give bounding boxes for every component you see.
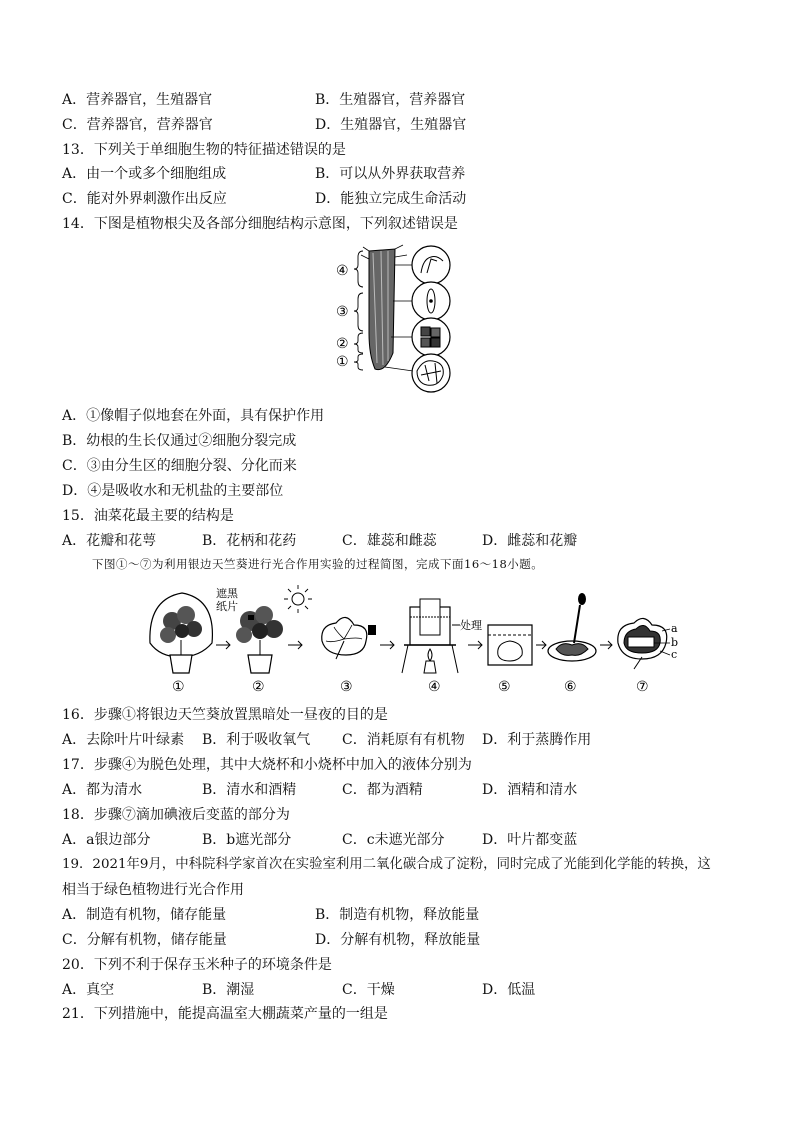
q17-options-row [62, 779, 622, 801]
q20-option-c[interactable]: C．干燥 [342, 982, 395, 998]
q18-stem: 18．步骤⑦滴加碘液后变蓝的部分为 [62, 807, 290, 823]
q16-option-c[interactable]: C．消耗原有有机物 [342, 732, 465, 748]
q15-stem: 15．油菜花最主要的结构是 [62, 508, 234, 524]
step-5-label: ⑤ [498, 679, 511, 695]
q16-option-d[interactable]: D．利于蒸腾作用 [482, 732, 592, 748]
step-6-label: ⑥ [564, 679, 577, 695]
q17-option-d[interactable]: D．酒精和清水 [482, 782, 578, 798]
q20-option-b[interactable]: B．潮湿 [202, 982, 255, 998]
part-c-label: c [671, 648, 678, 661]
label-zhe: 遮黑 [216, 587, 238, 600]
q18-option-c[interactable]: C．c未遮光部分 [342, 832, 445, 848]
q12-option-a[interactable]: A．营养器官，生殖器官 [62, 92, 213, 108]
q15-options-row [62, 530, 622, 552]
q17-option-b[interactable]: B．清水和酒精 [202, 782, 297, 798]
q20-option-d[interactable]: D．低温 [482, 982, 536, 998]
step-4-label: ④ [428, 679, 441, 695]
q15-option-d[interactable]: D．雌蕊和花瓣 [482, 533, 578, 549]
q13-option-c[interactable]: C．能对外界刺激作出反应 [62, 191, 227, 207]
q18-options-row [62, 829, 622, 851]
root-label-2: ② [336, 336, 349, 352]
q16-option-a[interactable]: A．去除叶片叶绿素 [62, 732, 185, 748]
q19-option-d[interactable]: D．分解有机物，释放能量 [315, 932, 481, 948]
q13-option-d[interactable]: D．能独立完成生命活动 [315, 191, 467, 207]
q12-option-c[interactable]: C．营养器官，营养器官 [62, 117, 213, 133]
q21-stem: 21．下列措施中，能提高温室大棚蔬菜产量的一组是 [62, 1006, 388, 1022]
q15-option-b[interactable]: B．花柄和花药 [202, 533, 297, 549]
q14-option-d[interactable]: D．④是吸收水和无机盐的主要部位 [62, 483, 284, 499]
step-2-label: ② [252, 679, 265, 695]
q19-option-b[interactable]: B．制造有机物，释放能量 [315, 907, 480, 923]
label-zhi: 纸片 [216, 600, 238, 613]
q12-row-2 [62, 114, 467, 136]
q17-option-a[interactable]: A．都为清水 [62, 782, 143, 798]
q15-option-a[interactable]: A．花瓣和花萼 [62, 533, 157, 549]
q14-stem: 14．下图是植物根尖及各部分细胞结构示意图，下列叙述错误是 [62, 216, 458, 232]
part-b-label: b [671, 636, 679, 649]
q19-option-c[interactable]: C．分解有机物，储存能量 [62, 932, 227, 948]
q18-option-d[interactable]: D．叶片都变蓝 [482, 832, 578, 848]
root-label-1: ① [336, 354, 349, 370]
q14-option-b[interactable]: B．幼根的生长仅通过②细胞分裂完成 [62, 433, 297, 449]
q19-row-2 [62, 929, 481, 951]
q13-stem: 13．下列关于单细胞生物的特征描述错误的是 [62, 142, 346, 158]
experiment-figure [140, 585, 690, 695]
q18-option-b[interactable]: B．b遮光部分 [202, 832, 292, 848]
q13-row-1 [62, 163, 466, 185]
q19-stem-line-2: 相当于绿色植物进行光合作用 [62, 882, 244, 898]
q12-option-d[interactable]: D．生殖器官，生殖器官 [315, 117, 467, 133]
step-7-label: ⑦ [636, 679, 649, 695]
label-chuli: 处理 [460, 619, 482, 632]
step-1-label: ① [172, 679, 185, 695]
q12-option-b[interactable]: B．生殖器官，营养器官 [315, 92, 466, 108]
q17-option-c[interactable]: C．都为酒精 [342, 782, 423, 798]
q19-row-1 [62, 904, 480, 926]
root-tip-figure [333, 243, 463, 393]
q14-option-c[interactable]: C．③由分生区的细胞分裂、分化而来 [62, 458, 297, 474]
root-label-3: ③ [336, 304, 349, 320]
q20-options-row [62, 979, 622, 1001]
q13-option-a[interactable]: A．由一个或多个细胞组成 [62, 166, 227, 182]
q17-stem: 17．步骤④为脱色处理，其中大烧杯和小烧杯中加入的液体分别为 [62, 757, 472, 773]
q19-option-a[interactable]: A．制造有机物，储存能量 [62, 907, 227, 923]
q20-stem: 20．下列不利于保存玉米种子的环境条件是 [62, 957, 332, 973]
root-label-4: ④ [336, 263, 349, 279]
q20-option-a[interactable]: A．真空 [62, 982, 115, 998]
q12-row-1 [62, 89, 466, 111]
part-a-label: a [671, 622, 678, 635]
q15-option-c[interactable]: C．雄蕊和雌蕊 [342, 533, 437, 549]
q19-stem-line-1: 19．2021年9月，中科院科学家首次在实验室利用二氧化碳合成了淀粉，同时完成了光能到化学能的转换，这 [62, 857, 711, 872]
q13-option-b[interactable]: B．可以从外界获取营养 [315, 166, 466, 182]
q13-row-2 [62, 188, 467, 210]
experiment-intro: 下图①～⑦为利用银边天竺葵进行光合作用实验的过程简图，完成下面16～18小题。 [92, 557, 544, 571]
q16-options-row [62, 729, 622, 751]
q14-option-a[interactable]: A．①像帽子似地套在外面，具有保护作用 [62, 408, 325, 424]
q16-stem: 16．步骤①将银边天竺葵放置黑暗处一昼夜的目的是 [62, 707, 388, 723]
step-3-label: ③ [340, 679, 353, 695]
q18-option-a[interactable]: A．a银边部分 [62, 832, 151, 848]
q16-option-b[interactable]: B．利于吸收氧气 [202, 732, 311, 748]
